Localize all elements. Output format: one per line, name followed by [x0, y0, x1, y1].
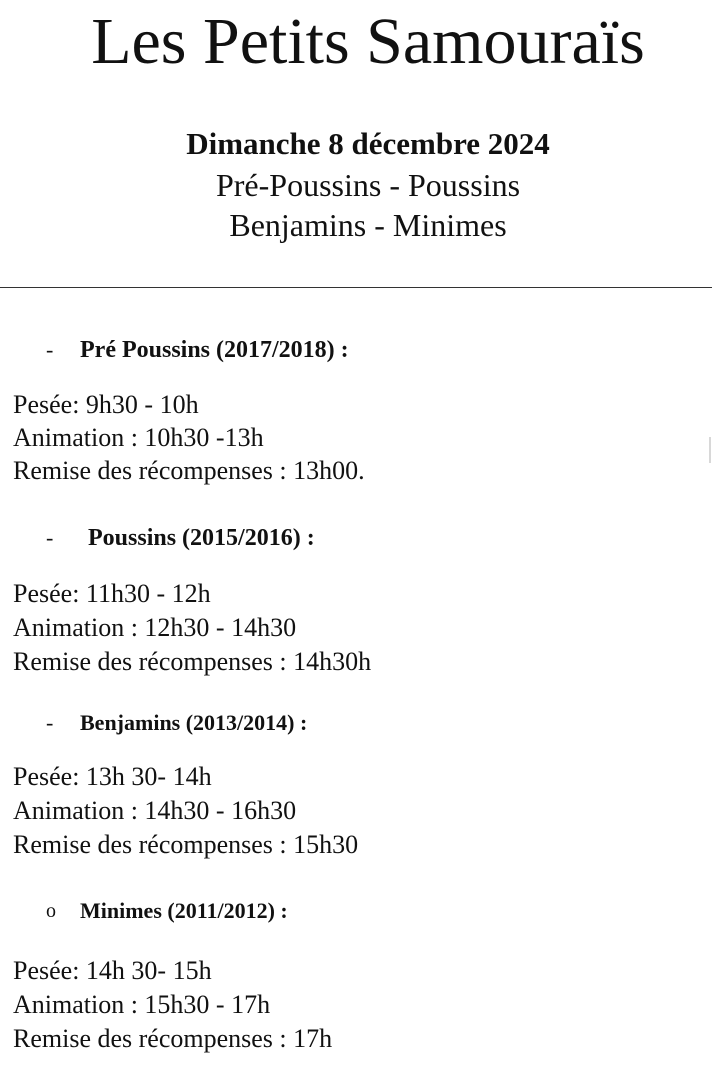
awards-time: Remise des récompenses : 14h30h: [13, 647, 372, 676]
edge-artifact: [709, 437, 711, 463]
weigh-in-time: Pesée: 14h 30- 15h: [13, 956, 212, 985]
animation-time: Animation : 14h30 - 16h30: [13, 796, 297, 825]
section-title: Pré Poussins (2017/2018) :: [80, 337, 349, 363]
event-date: Dimanche 8 décembre 2024: [186, 126, 550, 161]
categories-line-1: Pré-Poussins - Poussins: [215, 167, 521, 203]
header-divider: [0, 287, 712, 288]
section-title: Minimes (2011/2012) :: [80, 898, 288, 923]
animation-time: Animation : 10h30 -13h: [13, 423, 264, 452]
animation-time: Animation : 12h30 - 14h30: [13, 613, 297, 642]
bullet-marker: -: [46, 525, 54, 550]
bullet-marker: -: [46, 337, 54, 362]
weigh-in-time: Pesée: 9h30 - 10h: [13, 390, 199, 419]
bullet-marker: -: [46, 710, 54, 735]
awards-time: Remise des récompenses : 17h: [13, 1024, 333, 1053]
categories-line-2: Benjamins - Minimes: [229, 207, 507, 243]
animation-time: Animation : 15h30 - 17h: [13, 990, 271, 1019]
document-title: Les Petits Samouraïs: [91, 5, 645, 78]
weigh-in-time: Pesée: 13h 30- 14h: [13, 762, 212, 791]
weigh-in-time: Pesée: 11h30 - 12h: [13, 579, 211, 608]
awards-time: Remise des récompenses : 13h00.: [13, 456, 365, 485]
bullet-marker: o: [46, 900, 56, 922]
awards-time: Remise des récompenses : 15h30: [13, 830, 359, 859]
section-title: Poussins (2015/2016) :: [88, 525, 315, 551]
section-title: Benjamins (2013/2014) :: [80, 710, 308, 735]
